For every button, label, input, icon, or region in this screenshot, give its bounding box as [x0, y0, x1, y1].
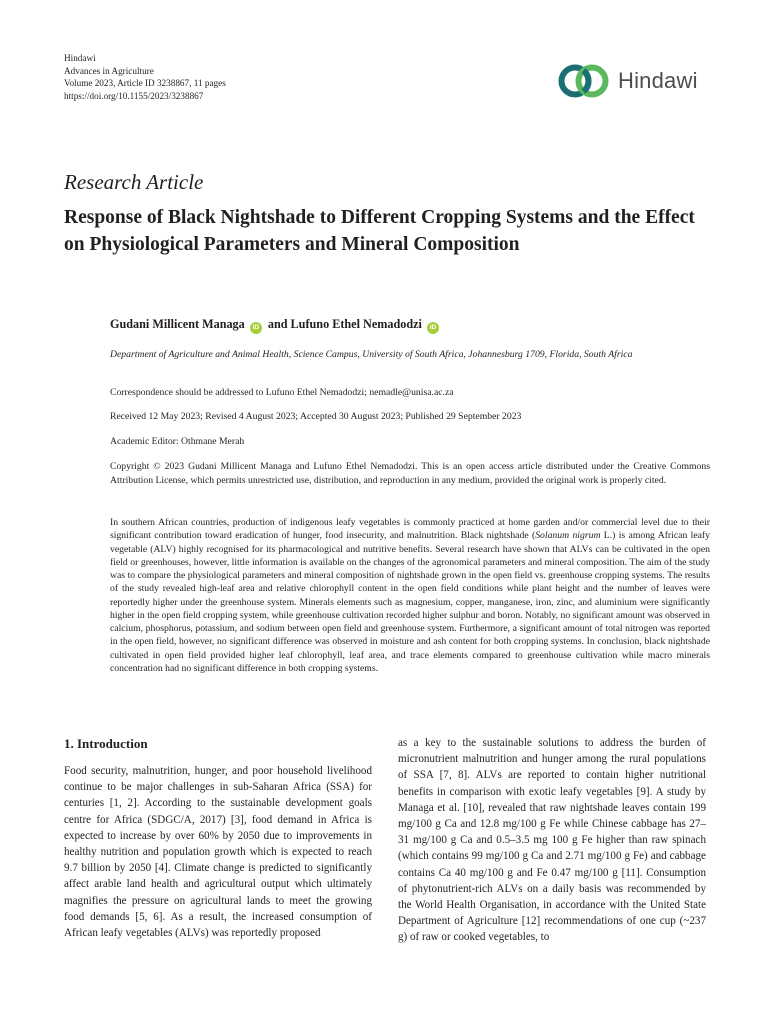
body-paragraph: as a key to the sustainable solutions to address the burden of micronutrient malnutrition and hunger among the rural populations of SSA [7, 8]. ALVs are reported to contain higher nutritional benefits in comparison with exotic leafy vegetables [9]. A study by Managa et al. [10], revealed that raw nightshade leaves contain 199 mg/100 g Ca and 12.8 mg/100 g Fe while Chinese cabbage has 27–31 mg/100 g Ca and 0.5–3.5 mg 100 g Fe higher than raw spinach (which contains 99 mg/100 g Ca and 2.71 mg/100 g Fe) and cabbage contains Ca 40 mg/100 g and Fe 0.47 mg/100 g [11]. Consumption of phytonutrient-rich ALVs on a daily basis was recommended by the World Health Organisation, in accordance with the United State Department of Agriculture [12] recommendations of one cup (~237 g) of raw or cooked vegetables, to	[398, 737, 706, 944]
article-title: Response of Black Nightshade to Different Cropping Systems and the Effect on Physiological Parameters and Mineral Composition	[64, 207, 695, 255]
journal-name: Advances in Agriculture	[64, 65, 154, 76]
author-name[interactable]: Lufuno Ethel Nemadodzi	[290, 317, 422, 331]
author-separator: and	[267, 317, 291, 331]
journal-meta	[64, 52, 226, 102]
section-heading: 1. Introduction	[64, 736, 148, 751]
abstract-text: L.) is among African leafy vegetable (ALV) highly recognised for its pharmacological and nutritive benefits. Several research have shown that ALVs can be cultivated in the open field or greenhouses, however, little information is available on the changes of the agronomical parameters and mineral composition. The aim of the study was to compare the physiological parameters and mineral composition of nightshade grown in the open field vs. greenhouse cropping systems. The results of the study revealed high-leaf area and relative chlorophyll content in the open field conditions while plant height and the number of leaves were reportedly higher under the greenhouse system. Minerals elements such as magnesium, copper, manganese, iron, zinc, and aluminium were significantly higher in the open field cropping system, while greenhouse cultivation recorded higher sulphur and boron. Notably, no significant amount was observed in calcium, phosphorus, potassium, and sodium between open field and greenhouse system. Furthermore, a significant amount of total nitrogen was reported in the open field, however, no significant difference was observed in moisture and ash content for both cropping systems. In conclusion, black nightshade cultivated in open field provided higher leaf chlorophyll, leaf area, and trace elements compared to greenhouse cultivation while macro minerals concentration had no significant difference in both cropping systems.	[110, 530, 710, 674]
abstract-text: In southern African countries, production of indigenous leafy vegetables is commonly practiced at home garden and/or commercial level due to their significant contribution toward eradication of hunger, food insecurity, and malnutrition. Black nightshade (	[110, 517, 710, 542]
article-dates: Received 12 May 2023; Revised 4 August 2023; Accepted 30 August 2023; Published 29 September 2023	[110, 411, 522, 422]
article-type: Research Article	[64, 170, 204, 194]
academic-editor: Academic Editor: Othmane Merah	[110, 436, 245, 447]
abstract	[110, 516, 710, 675]
volume-info: Volume 2023, Article ID 3238867, 11 pages	[64, 78, 226, 89]
orcid-icon[interactable]: iD	[427, 322, 439, 334]
doi-link[interactable]: https://doi.org/10.1155/2023/3238867	[64, 90, 204, 101]
hindawi-rings-icon	[556, 62, 614, 100]
affiliation: Department of Agriculture and Animal Health, Science Campus, University of South Africa, Johannesburg 1709, Florida, South Africa	[110, 349, 633, 360]
body-paragraph: Food security, malnutrition, hunger, and poor household livelihood continue to be major challenges in sub-Saharan Africa (SSA) for centuries [1, 2]. According to the sustainable development goals centre for Africa (SDGC/A, 2017) [3], food demand in Africa is expected to increase by over 60% by 2050 due to improvements in healthy nutrition and population growth which is expected to reach 9.7 billion by 2050 [4]. Climate change is predicted to significantly affect arable land health and agricultural output which ultimately magnifies the pressure on agricultural lands to meet the growing food demands [5, 6]. As a result, the increased consumption of African leafy vegetables (ALVs) was reportedly proposed	[64, 765, 372, 940]
author-list	[110, 317, 442, 334]
orcid-icon[interactable]: iD	[250, 322, 262, 334]
author-name[interactable]: Gudani Millicent Managa	[110, 317, 245, 331]
copyright-notice: Copyright © 2023 Gudani Millicent Managa and Lufuno Ethel Nemadodzi. This is an open access article distributed under the Creative Commons Attribution License, which permits unrestricted use, distribution, and reproduction in any medium, provided the original work is properly cited.	[110, 461, 710, 486]
publisher-name: Hindawi	[64, 53, 96, 63]
correspondence: Correspondence should be addressed to Lufuno Ethel Nemadodzi; nemadle@unisa.ac.za	[110, 387, 454, 398]
left-column	[64, 736, 372, 941]
species-name: Solanum nigrum	[535, 530, 601, 542]
hindawi-logo	[556, 62, 708, 100]
right-column	[398, 735, 706, 946]
logo-wordmark: Hindawi	[618, 68, 698, 93]
